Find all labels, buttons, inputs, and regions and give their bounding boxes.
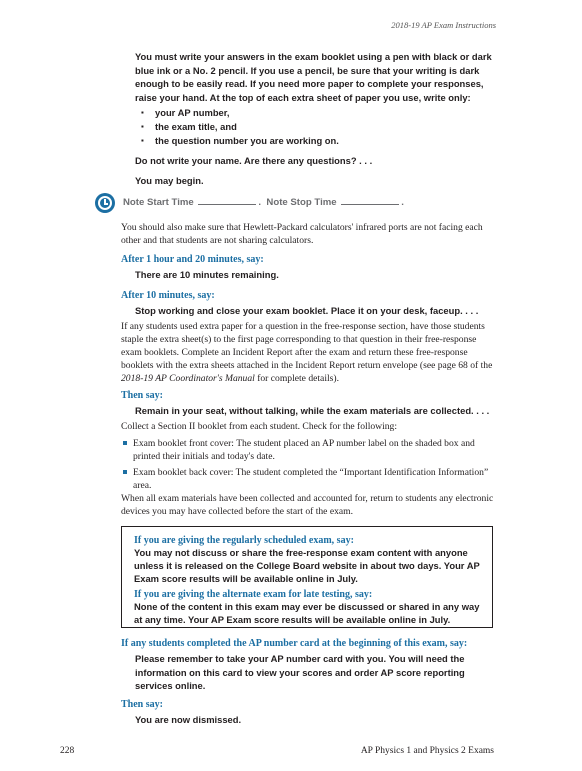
note-stop-sep: . [401, 197, 404, 208]
stop-time-blank[interactable] [341, 203, 399, 205]
intro-bullet: ▪ your AP number, [155, 106, 497, 120]
say-dismissed: You are now dismissed. [135, 714, 242, 725]
check-list [121, 437, 495, 495]
calculator-note: You should also make sure that Hewlett-Packard calculators' infrared ports are not facing each other and that students are not sharing calculators. [121, 222, 483, 246]
say-alternate-exam: None of the content in this exam may ever be discussed or shared in any way at any time. Your AP Exam score results will be available online in July. [134, 601, 480, 625]
intro-script [135, 50, 497, 188]
cue-alternate-exam: If you are giving the alternate exam for late testing, say: [134, 589, 373, 600]
note-stop-label: Note Stop Time [266, 197, 337, 208]
say-ap-number-card: Please remember to take your AP number card with you. You will need the information on this card to view your scores and order AP score reporting services online. [135, 653, 465, 692]
intro-bullet: ▪ the question number you are working on. [155, 134, 497, 148]
return-devices-note: When all exam materials have been collected and accounted for, return to students any electronic devices you may have collected before the start of the exam. [121, 493, 494, 517]
page-number: 228 [60, 746, 75, 756]
clock-icon [95, 193, 115, 213]
say-10-minutes: There are 10 minutes remaining. [135, 269, 279, 280]
cue-then-say-1: Then say: [121, 390, 163, 401]
running-header: 2018-19 AP Exam Instructions [391, 20, 496, 30]
check-item: Exam booklet back cover: The student completed the “Important Identification Information” area. [121, 466, 495, 492]
check-item: Exam booklet front cover: The student placed an AP number label on the shaded box and printed their initials and today's date. [121, 437, 495, 463]
note-start-sep: . [258, 197, 262, 208]
cue-after-10: After 10 minutes, say: [121, 290, 215, 301]
extra-paper-instructions: If any students used extra paper for a question in the free-response section, have those students staple the extra sheet(s) to the first page corresponding to that question in their free-response exam booklets. Complete an Incident Report after the exam and return these free-response booklets with the extra sheets attached in the Incident Report return envelope (see page 68 of the 2018-19 AP Coordinator's Manual for complete details). [121, 321, 493, 384]
collect-instructions: Collect a Section II booklet from each student. Check for the following: [121, 421, 398, 432]
cue-after-1h20: After 1 hour and 20 minutes, say: [121, 254, 264, 265]
say-regular-exam: You may not discuss or share the free-response exam content with anyone unless it is released on the College Board website in about two days. Your AP Exam score results will be available online in July. [134, 547, 480, 584]
cue-ap-number-card: If any students completed the AP number card at the beginning of this exam, say: [121, 638, 468, 649]
script-box [121, 526, 493, 628]
questions-line: Do not write your name. Are there any questions? . . . [135, 155, 373, 167]
begin-line: You may begin. [135, 174, 204, 186]
footer-exam-title: AP Physics 1 and Physics 2 Exams [360, 746, 494, 756]
intro-bullet-list [135, 106, 497, 148]
cue-regular-exam: If you are giving the regularly scheduled exam, say: [134, 535, 354, 546]
start-time-blank[interactable] [198, 203, 256, 205]
intro-paragraph: You must write your answers in the exam booklet using a pen with black or dark blue ink or a No. 2 pencil. If you use a pencil, be sure that your writing is dark enough to be easily read. If you need more paper to complete your responses, raise your hand. At the top of each extra sheet of paper you use, write only: [135, 51, 492, 103]
intro-bullet: ▪ the exam title, and [155, 120, 497, 134]
say-stop-working: Stop working and close your exam booklet. Place it on your desk, faceup. . . . [135, 305, 479, 316]
note-start-label: Note Start Time [123, 197, 194, 208]
say-remain-seated: Remain in your seat, without talking, while the exam materials are collected. . . . [135, 405, 490, 416]
note-time-row [95, 193, 515, 217]
cue-then-say-2: Then say: [121, 699, 163, 710]
